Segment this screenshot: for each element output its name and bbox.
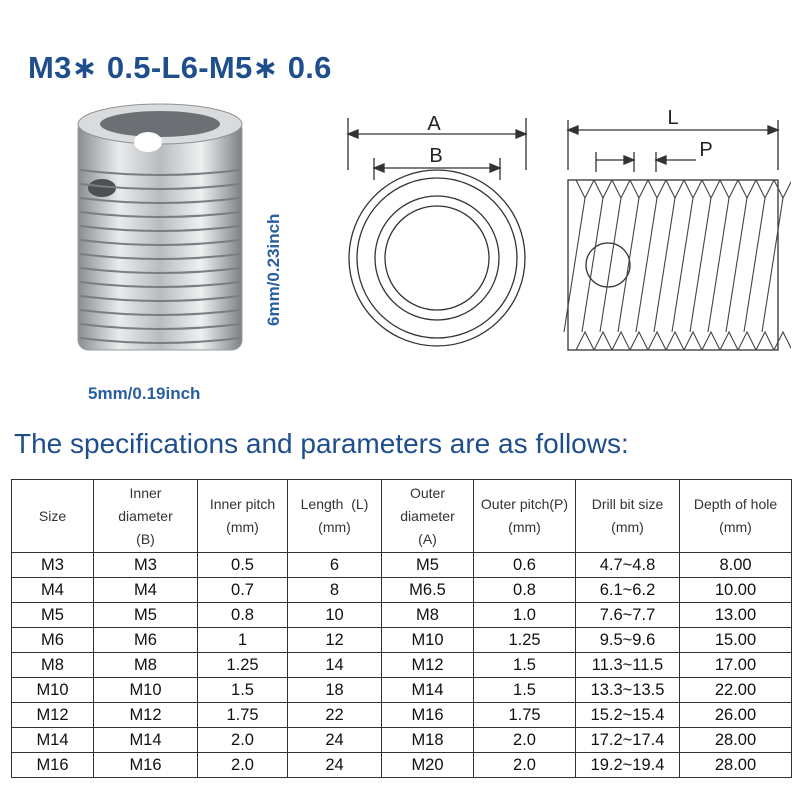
thread-tooth: [612, 180, 630, 198]
table-cell: M6: [12, 628, 94, 653]
table-cell: 12: [288, 628, 382, 653]
table-cell: M10: [12, 678, 94, 703]
table-row: [12, 603, 792, 628]
thread-helix: [672, 198, 693, 332]
table-cell: 18: [288, 678, 382, 703]
column-header-line: diameter: [400, 507, 455, 524]
table-cell: 15.2~15.4: [576, 703, 680, 728]
table-cell: 2.0: [474, 728, 576, 753]
thread-tooth: [756, 332, 774, 350]
thread-helix: [582, 198, 603, 332]
table-row: [12, 553, 792, 578]
table-row: [12, 728, 792, 753]
column-header: [198, 480, 288, 553]
table-cell: M20: [382, 753, 474, 778]
table-cell: 0.8: [474, 578, 576, 603]
table-cell: 22: [288, 703, 382, 728]
table-cell: M14: [12, 728, 94, 753]
table-cell: 28.00: [680, 728, 792, 753]
table-cell: 8.00: [680, 553, 792, 578]
table-cell: M10: [94, 678, 198, 703]
thread-helix: [564, 198, 585, 332]
table-cell: M14: [382, 678, 474, 703]
table-cell: 15.00: [680, 628, 792, 653]
table-cell: 2.0: [198, 753, 288, 778]
table-cell: M8: [94, 653, 198, 678]
table-cell: M10: [382, 628, 474, 653]
table-cell: 2.0: [474, 753, 576, 778]
table-cell: 19.2~19.4: [576, 753, 680, 778]
column-header: [94, 480, 198, 553]
table-row: [12, 578, 792, 603]
column-header: [680, 480, 792, 553]
column-header-line: (mm): [719, 519, 752, 535]
table-cell: 4.7~4.8: [576, 553, 680, 578]
thread-tooth: [576, 332, 594, 350]
column-header-line: Inner: [129, 484, 162, 501]
table-cell: 1.25: [198, 653, 288, 678]
thread-tooth: [702, 180, 720, 198]
column-header-line: (mm): [611, 519, 644, 535]
table-cell: 0.8: [198, 603, 288, 628]
dimension-p-label: P: [699, 139, 713, 161]
table-cell: 24: [288, 753, 382, 778]
table-cell: M12: [94, 703, 198, 728]
table-cell: M18: [382, 728, 474, 753]
table-cell: M5: [12, 603, 94, 628]
table-cell: 1.5: [474, 653, 576, 678]
column-header: [12, 480, 94, 553]
table-cell: M3: [94, 553, 198, 578]
thread-tooth: [666, 180, 684, 198]
table-cell: 7.6~7.7: [576, 603, 680, 628]
thread-helix: [654, 198, 675, 332]
column-header-line: Outer pitch(P): [480, 496, 569, 512]
thread-tooth: [648, 180, 666, 198]
table-cell: 11.3~11.5: [576, 653, 680, 678]
table-row: [12, 678, 792, 703]
thread-tooth: [648, 332, 666, 350]
table-cell: 6.1~6.2: [576, 578, 680, 603]
thread-tooth: [576, 180, 594, 198]
width-dimension-label: 5mm/0.19inch: [88, 384, 201, 403]
thread-tooth: [720, 332, 738, 350]
thread-insert-photo: [70, 100, 250, 365]
column-header-line: Size: [38, 507, 67, 524]
table-cell: M3: [12, 553, 94, 578]
table-cell: 22.00: [680, 678, 792, 703]
column-header-line: Depth of hole: [693, 496, 778, 512]
table-cell: M6: [94, 628, 198, 653]
table-cell: 10: [288, 603, 382, 628]
column-header-line: Inner pitch: [209, 496, 276, 512]
table-cell: 6: [288, 553, 382, 578]
table-cell: M14: [94, 728, 198, 753]
table-cell: 14: [288, 653, 382, 678]
end-view-diagram: [336, 100, 536, 360]
table-cell: 1.75: [474, 703, 576, 728]
table-cell: 1.5: [198, 678, 288, 703]
thread-tooth: [612, 332, 630, 350]
column-header-line: (mm): [318, 519, 351, 535]
thread-tooth: [666, 332, 684, 350]
thread-helix: [726, 198, 747, 332]
thread-tooth: [738, 180, 756, 198]
thread-helix: [744, 198, 765, 332]
column-header: [288, 480, 382, 553]
table-cell: 1.25: [474, 628, 576, 653]
table-cell: 13.3~13.5: [576, 678, 680, 703]
table-cell: 17.2~17.4: [576, 728, 680, 753]
thread-tooth: [774, 332, 791, 350]
table-row: [12, 653, 792, 678]
column-header-line: Length (L): [300, 496, 369, 512]
table-cell: M5: [94, 603, 198, 628]
column-header-line: (B): [136, 530, 155, 547]
column-header: [382, 480, 474, 553]
table-cell: 0.5: [198, 553, 288, 578]
side-view-diagram: [556, 100, 791, 360]
thread-tooth: [738, 332, 756, 350]
table-cell: 1.0: [474, 603, 576, 628]
spec-heading: The specifications and parameters are as follows:: [14, 428, 629, 459]
table-row: [12, 753, 792, 778]
table-cell: M8: [382, 603, 474, 628]
thread-tooth: [702, 332, 720, 350]
dimension-a-label: A: [427, 113, 441, 135]
dimension-l-label: L: [667, 107, 679, 129]
column-header-line: (mm): [508, 519, 541, 535]
column-header: [474, 480, 576, 553]
table-cell: 2.0: [198, 728, 288, 753]
column-header-line: Drill bit size: [591, 496, 664, 512]
thread-helix: [762, 198, 783, 332]
thread-tooth: [594, 332, 612, 350]
table-cell: M16: [12, 753, 94, 778]
spec-table: [11, 479, 792, 778]
thread-helix: [618, 198, 639, 332]
table-cell: 1.5: [474, 678, 576, 703]
table-body: [12, 553, 792, 778]
product-title: M3∗ 0.5-L6-M5∗ 0.6: [28, 50, 332, 85]
thread-tooth: [684, 332, 702, 350]
thread-helix: [600, 198, 621, 332]
column-header-line: Outer: [409, 484, 445, 501]
thread-tooth: [774, 180, 791, 198]
thread-tooth: [594, 180, 612, 198]
table-cell: 0.6: [474, 553, 576, 578]
table-cell: M8: [12, 653, 94, 678]
table-cell: 9.5~9.6: [576, 628, 680, 653]
table-row: [12, 703, 792, 728]
table-cell: 13.00: [680, 603, 792, 628]
dimension-b-label: B: [429, 145, 443, 167]
thread-tooth: [630, 332, 648, 350]
table-cell: M12: [382, 653, 474, 678]
table-cell: 1: [198, 628, 288, 653]
table-cell: 8: [288, 578, 382, 603]
table-cell: 28.00: [680, 753, 792, 778]
table-cell: M4: [12, 578, 94, 603]
column-header-line: (A): [418, 530, 437, 547]
thread-tooth: [630, 180, 648, 198]
table-cell: M5: [382, 553, 474, 578]
column-header-line: diameter: [118, 507, 173, 524]
table-cell: M16: [382, 703, 474, 728]
column-header-line: (mm): [226, 519, 259, 535]
table-cell: M16: [94, 753, 198, 778]
table-cell: M12: [12, 703, 94, 728]
thread-tooth: [684, 180, 702, 198]
thread-tooth: [756, 180, 774, 198]
table-cell: M6.5: [382, 578, 474, 603]
table-cell: 24: [288, 728, 382, 753]
table-row: [12, 628, 792, 653]
thread-helix: [636, 198, 657, 332]
column-header: [576, 480, 680, 553]
table-header-row: [12, 480, 792, 553]
table-cell: 17.00: [680, 653, 792, 678]
thread-helix: [708, 198, 729, 332]
table-cell: 10.00: [680, 578, 792, 603]
table-cell: 0.7: [198, 578, 288, 603]
height-dimension-label: 6mm/0.23inch: [264, 213, 283, 326]
table-cell: 1.75: [198, 703, 288, 728]
thread-helix: [690, 198, 711, 332]
table-cell: 26.00: [680, 703, 792, 728]
thread-tooth: [720, 180, 738, 198]
table-cell: M4: [94, 578, 198, 603]
